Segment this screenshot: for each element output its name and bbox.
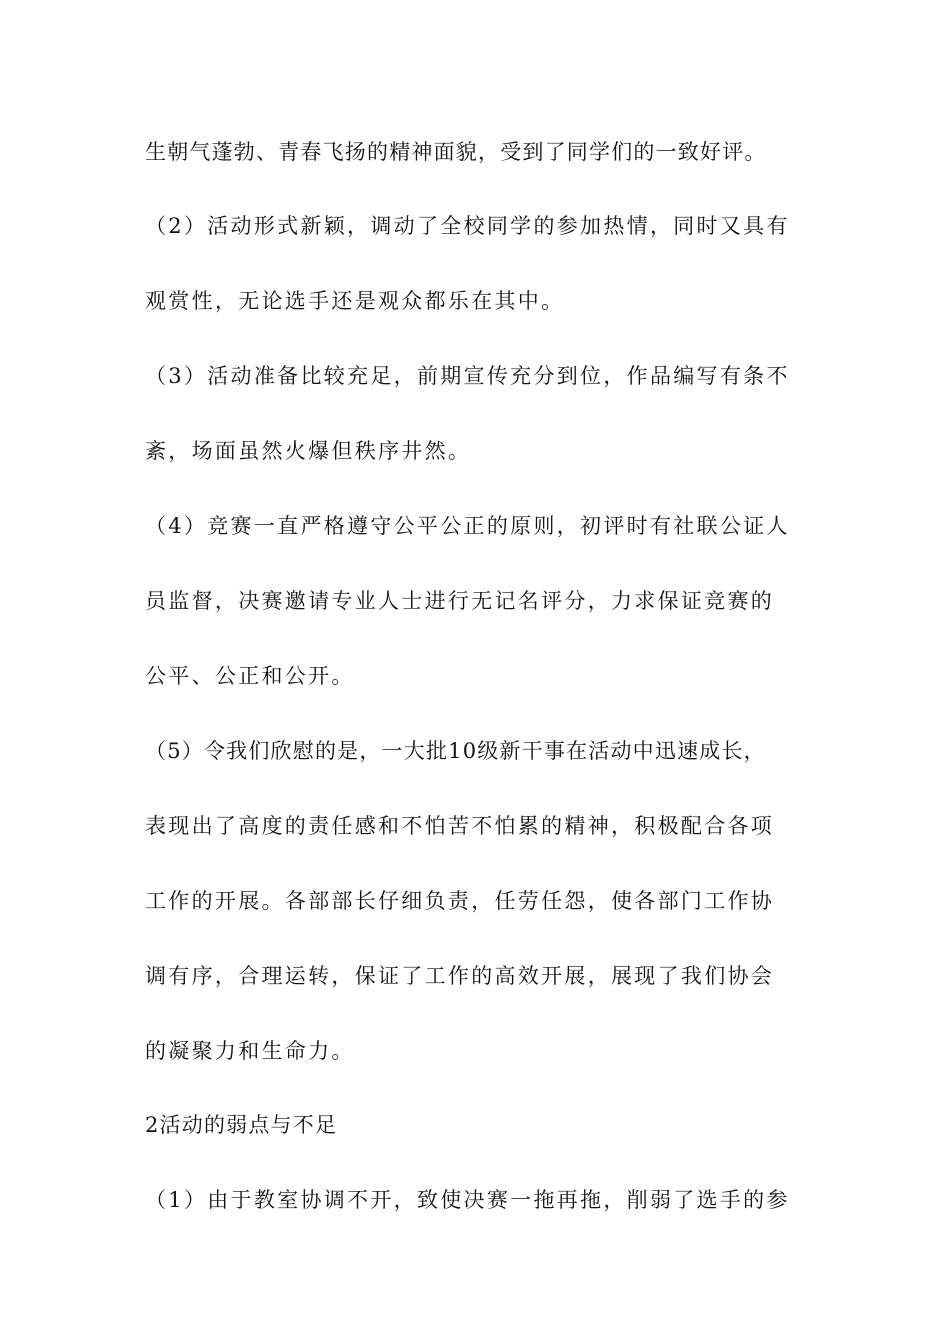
text-line-5: 紊，场面虽然火爆但秩序井然。 bbox=[145, 439, 472, 463]
text-line-15: （1）由于教室协调不开，致使决赛一拖再拖，削弱了选手的参 bbox=[145, 1188, 790, 1212]
text-line-12: 调有序，合理运转，保证了工作的高效开展，展现了我们协会 bbox=[145, 964, 775, 988]
text-line-11: 工作的开展。各部部长仔细负责，任劳任怨，使各部门工作协 bbox=[145, 889, 775, 913]
text-line-6: （4）竞赛一直严格遵守公平公正的原则，初评时有社联公证人 bbox=[145, 514, 790, 538]
text-line-8: 公平、公正和公开。 bbox=[145, 664, 355, 688]
text-line-2: （2）活动形式新颖，调动了全校同学的参加热情，同时又具有 bbox=[145, 214, 790, 238]
text-line-13: 的凝聚力和生命力。 bbox=[145, 1039, 355, 1063]
text-line-7: 员监督，决赛邀请专业人士进行无记名评分，力求保证竞赛的 bbox=[145, 589, 775, 613]
text-line-10: 表现出了高度的责任感和不怕苦不怕累的精神，积极配合各项 bbox=[145, 814, 775, 838]
section-heading: 2活动的弱点与不足 bbox=[145, 1113, 338, 1137]
text-line-3: 观赏性，无论选手还是观众都乐在其中。 bbox=[145, 289, 565, 313]
text-line-1: 生朝气蓬勃、青春飞扬的精神面貌，受到了同学们的一致好评。 bbox=[145, 140, 767, 164]
text-line-4: （3）活动准备比较充足，前期宣传充分到位，作品编写有条不 bbox=[145, 364, 790, 388]
text-line-9: （5）令我们欣慰的是，一大批10级新干事在活动中迅速成长， bbox=[145, 739, 766, 763]
